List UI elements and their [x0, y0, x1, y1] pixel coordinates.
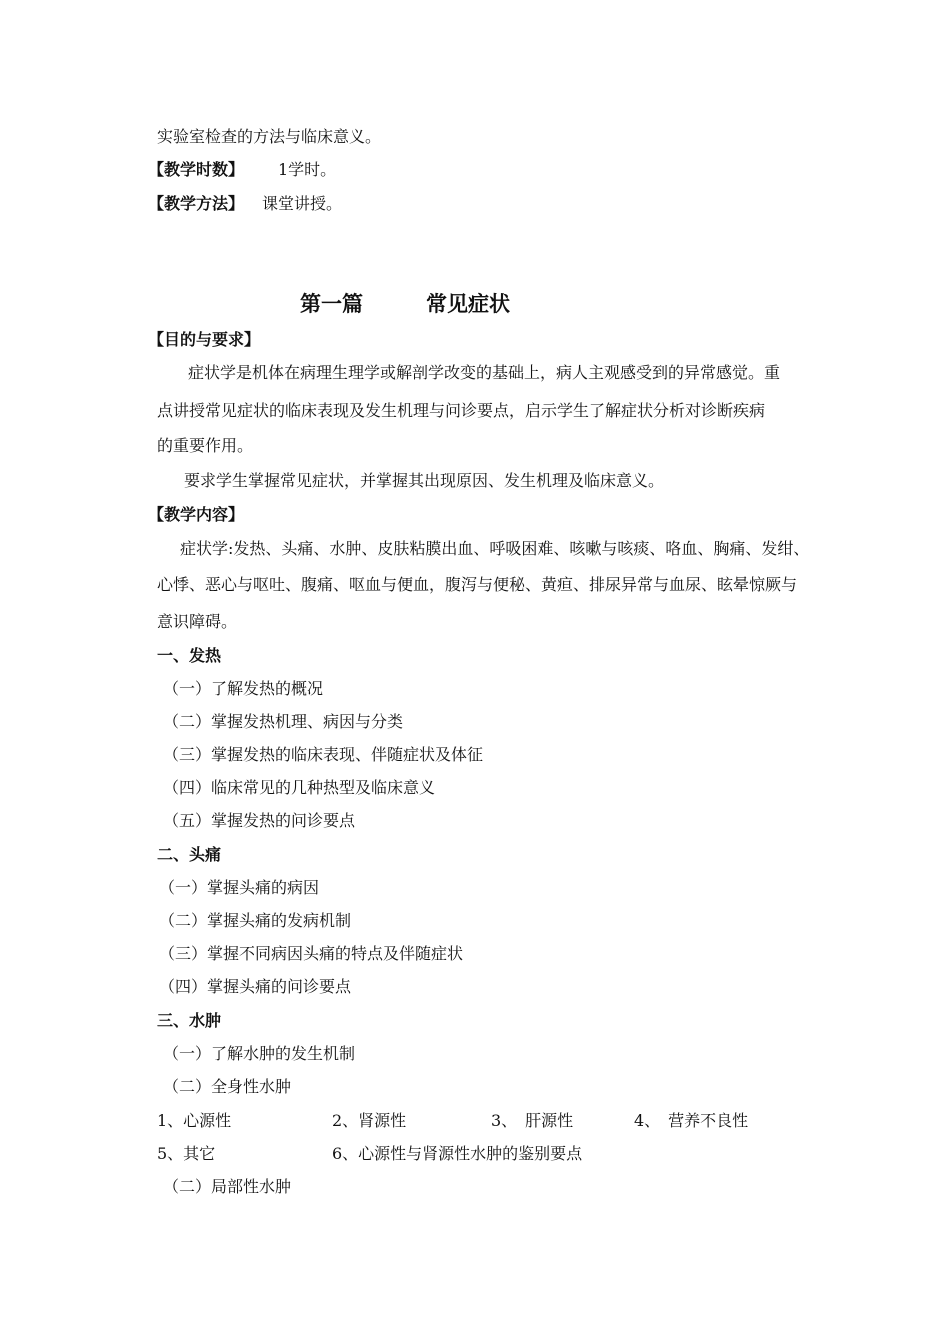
edema-type: 6、心源性与肾源性水肿的鉴别要点 [332, 1144, 583, 1163]
hours-value: 1学时。 [278, 160, 337, 179]
aims-paragraph-line: 症状学是机体在病理生理学或解剖学改变的基础上，病人主观感受到的异常感觉。重 [188, 363, 781, 382]
hours-label: 【教学时数】 [148, 160, 245, 179]
intro-line: 实验室检查的方法与临床意义。 [157, 127, 382, 146]
list-item: （五）掌握发热的问诊要点 [163, 811, 356, 830]
list-item: （二）全身性水肿 [163, 1077, 292, 1096]
section-heading-headache: 二、头痛 [157, 845, 222, 864]
content-line: 心悸、恶心与呕吐、腹痛、呕血与便血，腹泻与便秘、黄疸、排尿异常与血尿、眩晕惊厥与 [157, 575, 798, 594]
list-item: （四）掌握头痛的问诊要点 [159, 977, 352, 996]
aims-paragraph-line: 的重要作用。 [157, 436, 254, 455]
section-heading-fever: 一、发热 [157, 646, 222, 665]
list-item: （四）临床常见的几种热型及临床意义 [163, 778, 436, 797]
list-item: （二）掌握发热机理、病因与分类 [163, 712, 404, 731]
edema-type: 5、其它 [157, 1144, 216, 1163]
list-item: （三）掌握不同病因头痛的特点及伴随症状 [159, 944, 464, 963]
content-line: 症状学:发热、头痛、水肿、皮肤粘膜出血、呼吸困难、咳嗽与咳痰、咯血、胸痛、发绀、 [180, 539, 810, 558]
aims-paragraph-line: 点讲授常见症状的临床表现及发生机理与问诊要点，启示学生了解症状分析对诊断疾病 [157, 401, 766, 420]
content-line: 意识障碍。 [157, 612, 238, 631]
content-heading: 【教学内容】 [148, 505, 245, 524]
aims-heading: 【目的与要求】 [148, 330, 261, 349]
list-item: （二）掌握头痛的发病机制 [159, 911, 352, 930]
edema-type: 4、 营养不良性 [634, 1111, 749, 1130]
edema-type: 2、肾源性 [332, 1111, 407, 1130]
list-item: （一）了解水肿的发生机制 [163, 1044, 356, 1063]
chapter-title: 常见症状 [426, 292, 510, 316]
aims-requirement: 要求学生掌握常见症状，并掌握其出现原因、发生机理及临床意义。 [184, 471, 665, 490]
list-item: （三）掌握发热的临床表现、伴随症状及体征 [163, 745, 484, 764]
list-item: （一）了解发热的概况 [163, 679, 324, 698]
chapter-part: 第一篇 [300, 292, 363, 316]
list-item: （二）局部性水肿 [163, 1177, 292, 1196]
section-heading-edema: 三、水肿 [157, 1011, 222, 1030]
edema-type: 1、心源性 [157, 1111, 232, 1130]
list-item: （一）掌握头痛的病因 [159, 878, 320, 897]
method-label: 【教学方法】 [148, 194, 245, 213]
method-value: 课堂讲授。 [262, 194, 343, 213]
edema-type: 3、 肝源性 [491, 1111, 574, 1130]
